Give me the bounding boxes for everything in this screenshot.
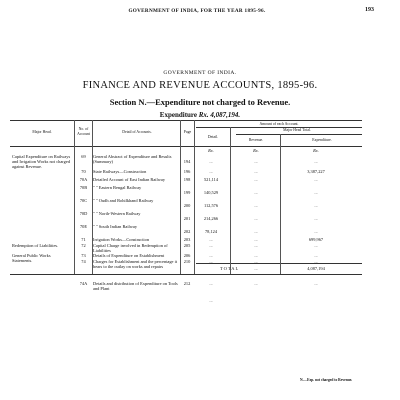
currency-detail: Rx. [208, 148, 214, 153]
account-detail: " " South Indian Railway [93, 224, 138, 229]
account-detail: " " Eastern Bengal Railway [93, 185, 142, 190]
header-major-head: Major Head. [32, 130, 52, 134]
amount-expenditure: 3,387,227 [307, 169, 325, 174]
title-government: GOVERNMENT OF INDIA. [163, 70, 237, 76]
account-no: 70C [79, 198, 88, 203]
account-page: 196 [183, 169, 191, 174]
header-revenue: Revenue. [248, 138, 264, 142]
amount-revenue: ... [254, 203, 258, 208]
rule-total-top [196, 263, 362, 264]
account-detail: " " North-Western Railway [93, 211, 141, 216]
amount-revenue: ... [254, 237, 258, 242]
total-label: TOTAL [220, 266, 240, 271]
header-details: Detail of Accounts. [122, 130, 152, 134]
amount-revenue: ... [254, 259, 258, 264]
running-head: GOVERNMENT OF INDIA, FOR THE YEAR 1895-96. [128, 8, 266, 14]
total-amount: ... [209, 298, 213, 303]
account-page: 194 [183, 159, 191, 164]
amount-expenditure: ... [314, 259, 318, 264]
account-page: 210 [183, 259, 191, 264]
account-detail: Irrigation Works—Construction [93, 237, 150, 242]
amount-detail: ... [209, 281, 213, 286]
amount-detail: ... [209, 243, 213, 248]
title-expenditure [0, 111, 400, 119]
amount-detail: 112,576 [203, 203, 219, 208]
amount-detail: 214,266 [203, 216, 219, 221]
account-no: 74A [79, 281, 88, 286]
amount-revenue: ... [254, 281, 258, 286]
currency-revenue: Rx. [253, 148, 259, 153]
header-major-total: Major Head Total. [283, 128, 311, 132]
amount-expenditure: ... [314, 243, 318, 248]
total-revenue: ... [254, 266, 258, 271]
account-no: 70D [79, 211, 88, 216]
amount-detail: ... [209, 259, 213, 264]
account-page: 203 [183, 237, 191, 242]
major-head-redemption: Redemption of Liabilities. [12, 243, 59, 248]
amount-expenditure: ... [314, 229, 318, 234]
col-divider-5 [230, 127, 231, 274]
expenditure-label: Expenditure [159, 111, 198, 119]
amount-detail: 521,114 [203, 177, 219, 182]
amount-revenue: ... [254, 159, 258, 164]
account-no: 70 [81, 169, 86, 174]
header-account-no: No. of Account [77, 127, 90, 136]
account-no: 74 [81, 259, 86, 264]
amount-detail: ... [209, 253, 213, 258]
currency-expenditure: Rx. [313, 148, 319, 153]
footnote: N.—Exp. not charged to Revenue. [300, 378, 353, 382]
rule-major-total [236, 134, 362, 135]
account-page: 201 [183, 216, 191, 221]
amount-expenditure: ... [314, 253, 318, 258]
amount-revenue: ... [254, 169, 258, 174]
major-head-general: General Public Works Statements. [12, 253, 51, 264]
account-detail: Charges for Establishment and the percentage it bears to the outlay on works and repairs [93, 259, 178, 270]
col-divider-4 [194, 120, 195, 274]
account-page: 198 [183, 177, 191, 182]
rule-header-bottom [10, 146, 362, 147]
rule-top [10, 120, 362, 121]
expenditure-amount: Rx. 4,087,194. [198, 111, 241, 119]
amount-expenditure: ... [314, 159, 318, 164]
account-detail: " " Oudh and Rohilkhand Railway [93, 198, 154, 203]
amount-revenue: ... [254, 216, 258, 221]
account-detail: General Abstract of Expenditure and Results (Summary) [93, 154, 172, 165]
amount-detail: 140,529 [203, 190, 219, 195]
account-detail: Details and distribution of Expenditure on Tools and Plant [93, 281, 178, 292]
account-page: 200 [183, 203, 191, 208]
amount-expenditure: ... [314, 177, 318, 182]
col-divider-6 [280, 134, 281, 274]
amount-revenue: ... [254, 243, 258, 248]
header-page: Page [183, 130, 192, 134]
amount-revenue: ... [254, 229, 258, 234]
account-page: 206 [183, 253, 191, 258]
account-no: 70B [79, 185, 88, 190]
account-detail: State Railways—Construction [93, 169, 147, 174]
account-no: 71 [81, 237, 86, 242]
account-no: 69 [81, 154, 86, 159]
account-no: 72 [81, 243, 86, 248]
amount-detail: 78,124 [204, 229, 218, 234]
title-section: Section N.—Expenditure not charged to Revenue. [109, 97, 291, 107]
amount-detail: ... [209, 169, 213, 174]
account-no: 73 [81, 253, 86, 258]
amount-expenditure: ... [314, 216, 318, 221]
amount-detail: ... [209, 237, 213, 242]
amount-revenue: ... [254, 190, 258, 195]
account-detail: Detailed Account of East Indian Railway [93, 177, 166, 182]
amount-expenditure: 699,967 [308, 237, 324, 242]
account-no: 70E [79, 224, 88, 229]
amount-expenditure: ... [314, 203, 318, 208]
accounts-table [10, 120, 362, 276]
col-divider-1 [74, 120, 75, 274]
total-expenditure: 4,087,194 [307, 266, 325, 271]
header-amount-group: Amount of each Account. [259, 122, 299, 126]
page-number: 193 [365, 7, 374, 13]
header-expenditure: Expenditure. [312, 138, 332, 142]
rule-bottom [10, 274, 362, 275]
amount-detail: ... [209, 159, 213, 164]
amount-expenditure: ... [314, 281, 318, 286]
amount-revenue: ... [254, 177, 258, 182]
account-detail: Capital Charge involved in Redemption of Liabilities [93, 243, 168, 254]
amount-revenue: ... [254, 253, 258, 258]
account-page: 199 [183, 190, 191, 195]
header-detail: Detail. [207, 135, 219, 139]
account-no: 70A [79, 177, 88, 182]
account-page: 205 [183, 243, 191, 248]
major-head-capital: Capital Expenditure on Railways and Irrigation Works not charged against Revenue. [12, 154, 71, 170]
col-divider-3 [180, 120, 181, 274]
account-page: 202 [183, 229, 191, 234]
account-detail: Details of Expenditure on Establishment [93, 253, 165, 258]
account-page: 212 [183, 281, 191, 286]
amount-expenditure: ... [314, 190, 318, 195]
title-accounts: FINANCE AND REVENUE ACCOUNTS, 1895-96. [82, 80, 318, 91]
